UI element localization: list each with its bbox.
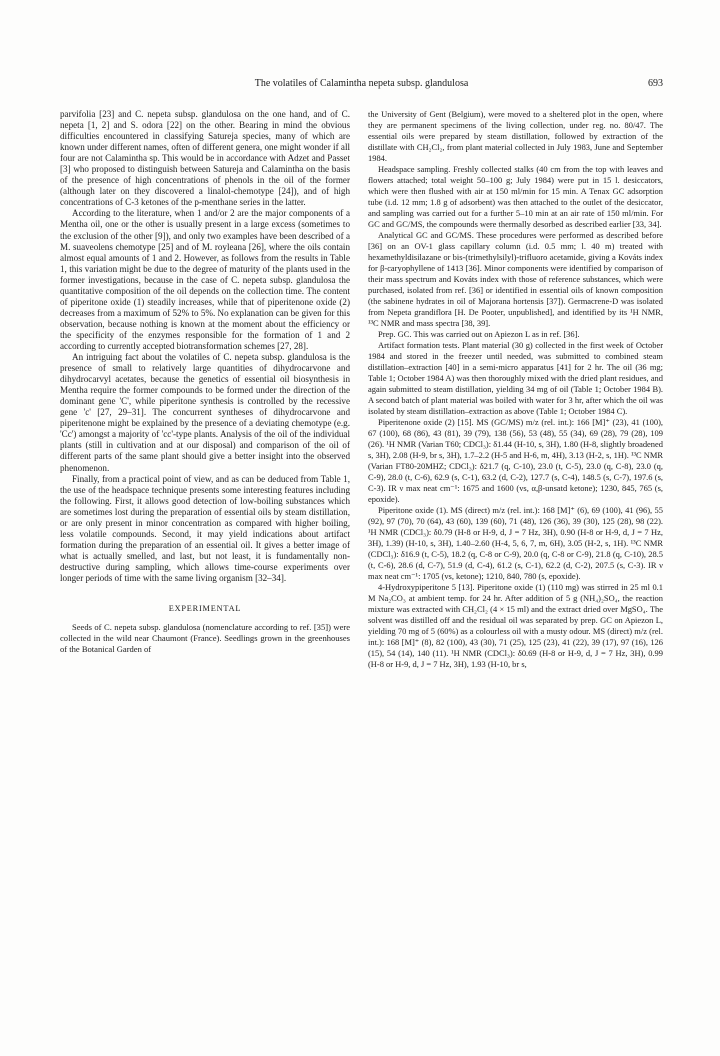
page-header	[60, 78, 663, 92]
left-column	[60, 109, 350, 655]
body-paragraph: An intriguing fact about the volatiles of C. nepeta subsp. glandulosa is the presence of small to relatively large quantities of dihydrocarvone and dihydrocarvyl acetates, because the genetics of essential oil biosynthesis in Mentha require the former compounds to be formed under the direction of the dominant gene 'C', while piperitone synthesis is controlled by the recessive gene 'c' [27, 29–31]. The concurrent syntheses of dihydrocarvone and piperitenone might be explained by the presence of a deviating chemotype (e.g. 'Cc') amongst a majority of 'cc'-type plants. Analysis of the oil of the individual plants (still in cultivation and at our disposal) and comparison of the oil of different parts of the same plant should give a better insight into the observed phenomenon.	[60, 352, 350, 473]
experimental-paragraph: Seeds of C. nepeta subsp. glandulosa (nomenclature according to ref. [35]) were collected in the wild near Chaumont (France). Seedlings grown in the greenhouses of the Botanical Garden of	[60, 622, 350, 655]
page-number: 693	[648, 78, 663, 89]
body-paragraph: the University of Gent (Belgium), were moved to a sheltered plot in the open, where they are permanent specimens of the living collection, under reg. no. 80/47. The essential oils were prepared by steam distillation, followed by extraction of the distillate with CH₂Cl₂, from plant material collected in July 1983, June and September 1984.	[368, 109, 663, 163]
right-column	[368, 109, 663, 670]
running-title: The volatiles of Calamintha nepeta subsp. glandulosa	[254, 78, 469, 89]
body-paragraph: According to the literature, when 1 and/or 2 are the major components of a Mentha oil, one or the other is usually present in a large excess (sometimes to the exclusion of the other [9]), and only two examples have been described of a M. suaveolens chemotype [25] and of M. royleana [26], where the oils contain almost equal amounts of 1 and 2. However, as follows from the results in Table 1, this variation might be due to the degree of maturity of the plants used in the former investigations, because in the case of C. nepeta subsp. glandulosa the quantitative composition of the oil depends on the collection time. The content of piperitone oxide (1) steadily increases, while that of piperitenone oxide (2) decreases from a maximum of 52% to 5%. No explanation can be given for this observation, because nothing is known at the moment about the efficiency or the specificity of the enzymes responsible for the formation of 1 and 2 according to currently accepted biotransformation schemes [27, 28].	[60, 208, 350, 351]
body-paragraph: Finally, from a practical point of view, and as can be deduced from Table 1, the use of the headspace technique presents some interesting features including the following. First, it allows good detection of low-boiling substances which are sometimes lost during the preparation of essential oils by steam distillation, or are only present in minor concentration as compared with higher boiling, less volatile compounds. Second, it may yield indications about artifact formation during the preparation of an essential oil. It gives a better image of what is actually smelled, and last, but not least, it is fundamentally non-destructive during sampling, which allows time-course experiments over longer periods of time with the same living organism [32–34].	[60, 473, 350, 583]
prep-gc-paragraph: Prep. GC. This was carried out on Apiezon L as in ref. [36].	[378, 329, 580, 339]
piperitenone-oxide-paragraph: Piperitenone oxide (2) [15]. MS (GC/MS) m/z (rel. int.): 166 [M]⁺ (23), 41 (100), 67 (100), 68 (86), 43 (81), 39 (79), 138 (56), 53 (48), 55 (34), 69 (28), 79 (28), 109 (26). ¹H NMR (Varian T60; CDCl₃): δ1.44 (H-10, s, 3H), 1.80 (H-8, slightly broadened s, 3H), 2.08 (H-9, br s, 3H), 1.7–2.2 (H-5 and H-6, m, 4H), 3.13 (H-2, s, 1H). ¹³C NMR (Varian FT80-20MHZ; CDCl₃): δ21.7 (q, C-10), 23.0 (t, C-5), 23.0 (q, C-8), 23.0 (q, C-9), 28.0 (t, C-6), 62.9 (s, C-1), 63.2 (d, C-2), 127.7 (s, C-4), 148.5 (s, C-7), 197.6 (s, C-3). IR ν max neat cm⁻¹: 1675 and 1600 (vs, α,β-unsatd ketone); 1230, 845, 765 (s, epoxide).	[368, 417, 663, 504]
piperitone-oxide-paragraph: Piperitone oxide (1). MS (direct) m/z (rel. int.): 168 [M]⁺ (6), 69 (100), 41 (96), 55 (92), 97 (70), 70 (64), 43 (60), 139 (60), 71 (48), 126 (36), 39 (30), 125 (28), 98 (22). ¹H NMR (CDCl₃): δ0.79 (H-8 or H-9, d, J = 7 Hz, 3H), 0.90 (H-8 or H-9, d, J = 7 Hz, 3H), 1.39) (H-10, s, 3H), 1.40–2.60 (H-4, 5, 6, 7, m, 6H), 3.05 (H-2, s, 1H). ¹³C NMR (CDCl₃): δ16.9 (t, C-5), 18.2 (q, C-8 or C-9), 20.0 (q, C-8 or C-9), 21.8 (q, C-10), 28.5 (t, C-6), 28.6 (d, C-7), 51.9 (d, C-4), 61.2 (s, C-1), 62.2 (d, C-2), 207.5 (s, C-3). IR ν max neat cm⁻¹: 1705 (vs, ketone); 1210, 840, 780 (s, epoxide).	[368, 505, 663, 581]
artifact-formation-paragraph: Artifact formation tests. Plant material (30 g) collected in the first week of October 1984 and stored in the freezer until needed, was submitted to combined steam distillation–extraction [40] in a semi-micro apparatus [41] for 2 hr. The oil (36 mg; Table 1; October 1984 A) was then thoroughly mixed with the dried plant residues, and again submitted to steam distillation, yielding 34 mg of oil (Table 1; October 1984 B). A second batch of plant material was boiled with water for 3 hr, after which the oil was isolated by steam distillation–extraction as above (Table 1; October 1984 C).	[368, 340, 663, 416]
body-paragraph: parvifolia [23] and C. nepeta subsp. glandulosa on the one hand, and of C. nepeta [1, 2] and S. odora [22] on the other. Bearing in mind the obvious difficulties encountered in classifying Satureja species, many of which are known under different names, often of different genera, one might wonder if all four are not Calamintha sp. This would be in accordance with Adzet and Passet [3] who proposed to distinguish between Satureja and Calamintha on the basis of the presence of high concentrations of phenols in the oil of the former (although later on they discovered a linalol-chemotype [24]), and of high concentrations of C-3 ketones of the p-menthane series in the latter.	[60, 109, 350, 208]
analytical-gc-paragraph: Analytical GC and GC/MS. These procedures were performed as described before [36] on an OV-1 glass capillary column (i.d. 0.5 mm; l. 40 m) treated with hexamethyldisilazane or bis-(trimethylsilyl)-trifluoro acetamide, giving a Kováts index for β-caryophyllene of 1413 [36]. Minor components were identified by comparison of their mass spectrum and Kováts index with those of reference substances, which were purchased, isolated from ref. [36] or identified in essential oils of known composition (the sabinene hydrates in oil of Majorana hortensis [37]). Germacrene-D was isolated from Nepeta grandiflora [H. De Pooter, unpublished], and identified by its ¹H NMR, ¹³C NMR and mass spectra [38, 39].	[368, 230, 663, 328]
headspace-sampling-paragraph: Headspace sampling. Freshly collected stalks (40 cm from the top with leaves and flowers attached; total weight 50–100 g; July 1984) were put in 15 l. desiccators, which were then flushed with air at 150 ml/min for 15 min. A Tenax GC adsorption tube (i.d. 12 mm; 1.8 g of adsorbent) was then attached to the outlet of the desiccator, and sampling was carried out for a further 5–10 min at an air rate of 150 ml/min. For GC and GC/MS, the compounds were thermally desorbed as described earlier [33, 34].	[368, 164, 663, 229]
experimental-heading: EXPERIMENTAL	[168, 604, 242, 614]
hydroxypiperitone-paragraph: 4-Hydroxypiperitone 5 [13]. Piperitone oxide (1) (110 mg) was stirred in 25 ml 0.1 M Na₂CO₃ at ambient temp. for 24 hr. After addition of 5 g (NH₄)₂SO₄, the reaction mixture was extracted with CH₂Cl₂ (4 × 15 ml) and the extract dried over MgSO₄. The solvent was distilled off and the residual oil was separated by prep. GC on Apiezon L, yielding 70 mg of 5 (60%) as a colourless oil with a musty odour. MS (direct) m/z (rel. int.): 168 [M]⁺ (8), 82 (100), 43 (30), 71 (25), 125 (23), 41 (22), 39 (17), 97 (16), 126 (15), 54 (14), 140 (11). ¹H NMR (CDCl₃): δ0.69 (H-8 or H-9, d, J = 7 Hz, 3H), 0.99 (H-8 or H-9, d, J = 7 Hz, 3H), 1.93 (H-10, br s,	[368, 582, 663, 669]
